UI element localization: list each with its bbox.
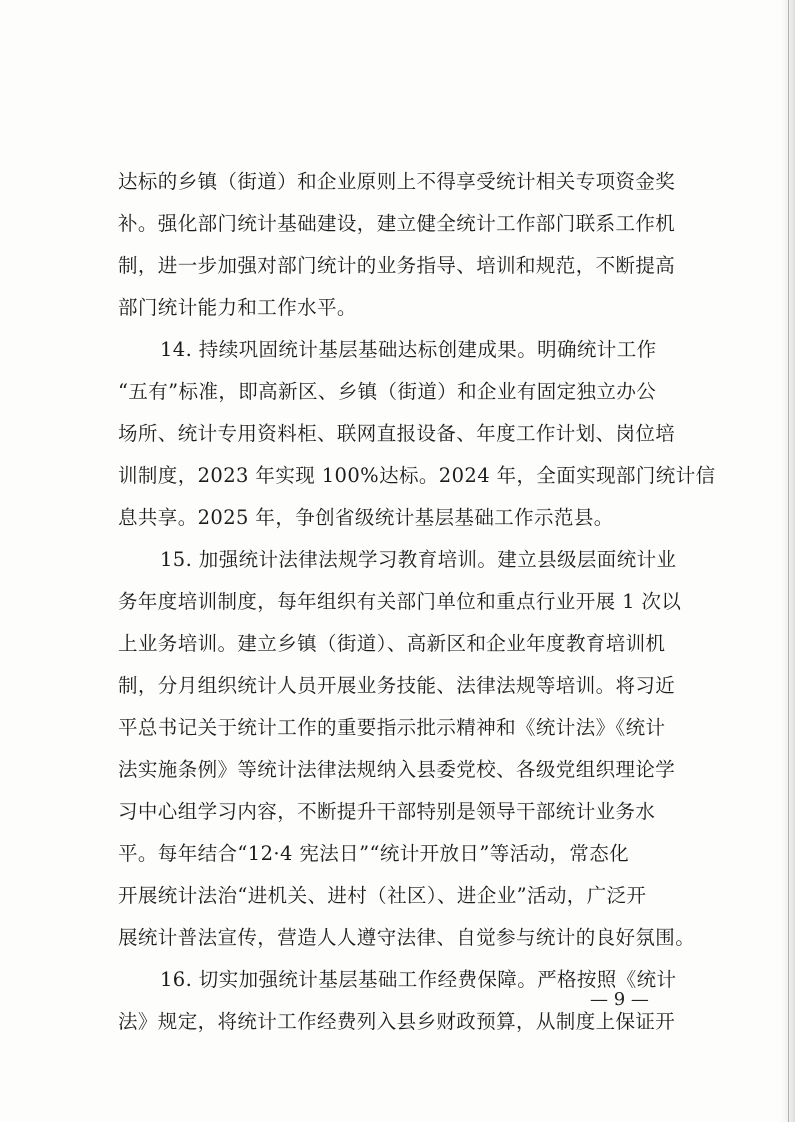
page-number: — 9 —: [590, 989, 649, 1010]
text-line-content: 补。强化部门统计基础建设，建立健全统计工作部门联系工作机: [118, 212, 676, 235]
text-line-content: 展统计普法宣传，营造人人遵守法律、自觉参与统计的良好氛围。: [118, 926, 696, 949]
text-line-content: 达标的乡镇（街道）和企业原则上不得享受统计相关专项资金奖: [118, 170, 676, 193]
text-line-content: 训制度，2023 年实现 100%达标。2024 年，全面实现部门统计信: [118, 464, 716, 487]
text-line-content: 场所、统计专用资料柜、联网直报设备、年度工作计划、岗位培: [118, 422, 676, 445]
text-line-content: 部门统计能力和工作水平。: [118, 296, 357, 319]
text-line-content: 14. 持续巩固统计基层基础达标创建成果。明确统计工作: [160, 338, 657, 361]
text-line-content: “五有”标准，即高新区、乡镇（街道）和企业有固定独立办公: [118, 380, 657, 403]
text-line-content: 法》规定，将统计工作经费列入县乡财政预算，从制度上保证开: [118, 1010, 676, 1033]
scan-edge-line: [788, 0, 789, 1122]
text-line-content: 开展统计法治“进机关、进村（社区）、进企业”活动，广泛开: [118, 884, 647, 907]
text-line-content: 制，分月组织统计人员开展业务技能、法律法规等培训。将习近: [118, 674, 676, 697]
text-line-content: 15. 加强统计法律法规学习教育培训。建立县级层面统计业: [160, 548, 677, 571]
text-line-content: 息共享。2025 年，争创省级统计基层基础工作示范县。: [118, 506, 614, 529]
text-line-content: 习中心组学习内容，不断提升干部特别是领导干部统计业务水: [118, 800, 656, 823]
text-line-content: 上业务培训。建立乡镇（街道）、高新区和企业年度教育培训机: [118, 632, 666, 655]
text-line-content: 务年度培训制度，每年组织有关部门单位和重点行业开展 1 次以: [118, 590, 682, 613]
text-line-content: 法实施条例》等统计法律法规纳入县委党校、各级党组织理论学: [118, 758, 676, 781]
text-line-content: 制，进一步加强对部门统计的业务指导、培训和规范，不断提高: [118, 254, 676, 277]
text-line-content: 平总书记关于统计工作的重要指示批示精神和《统计法》《统计: [118, 716, 666, 739]
text-line-content: 16. 切实加强统计基层基础工作经费保障。严格按照《统计: [160, 968, 677, 991]
text-line-content: 平。每年结合“12·4 宪法日”“统计开放日”等活动，常态化: [118, 842, 629, 865]
